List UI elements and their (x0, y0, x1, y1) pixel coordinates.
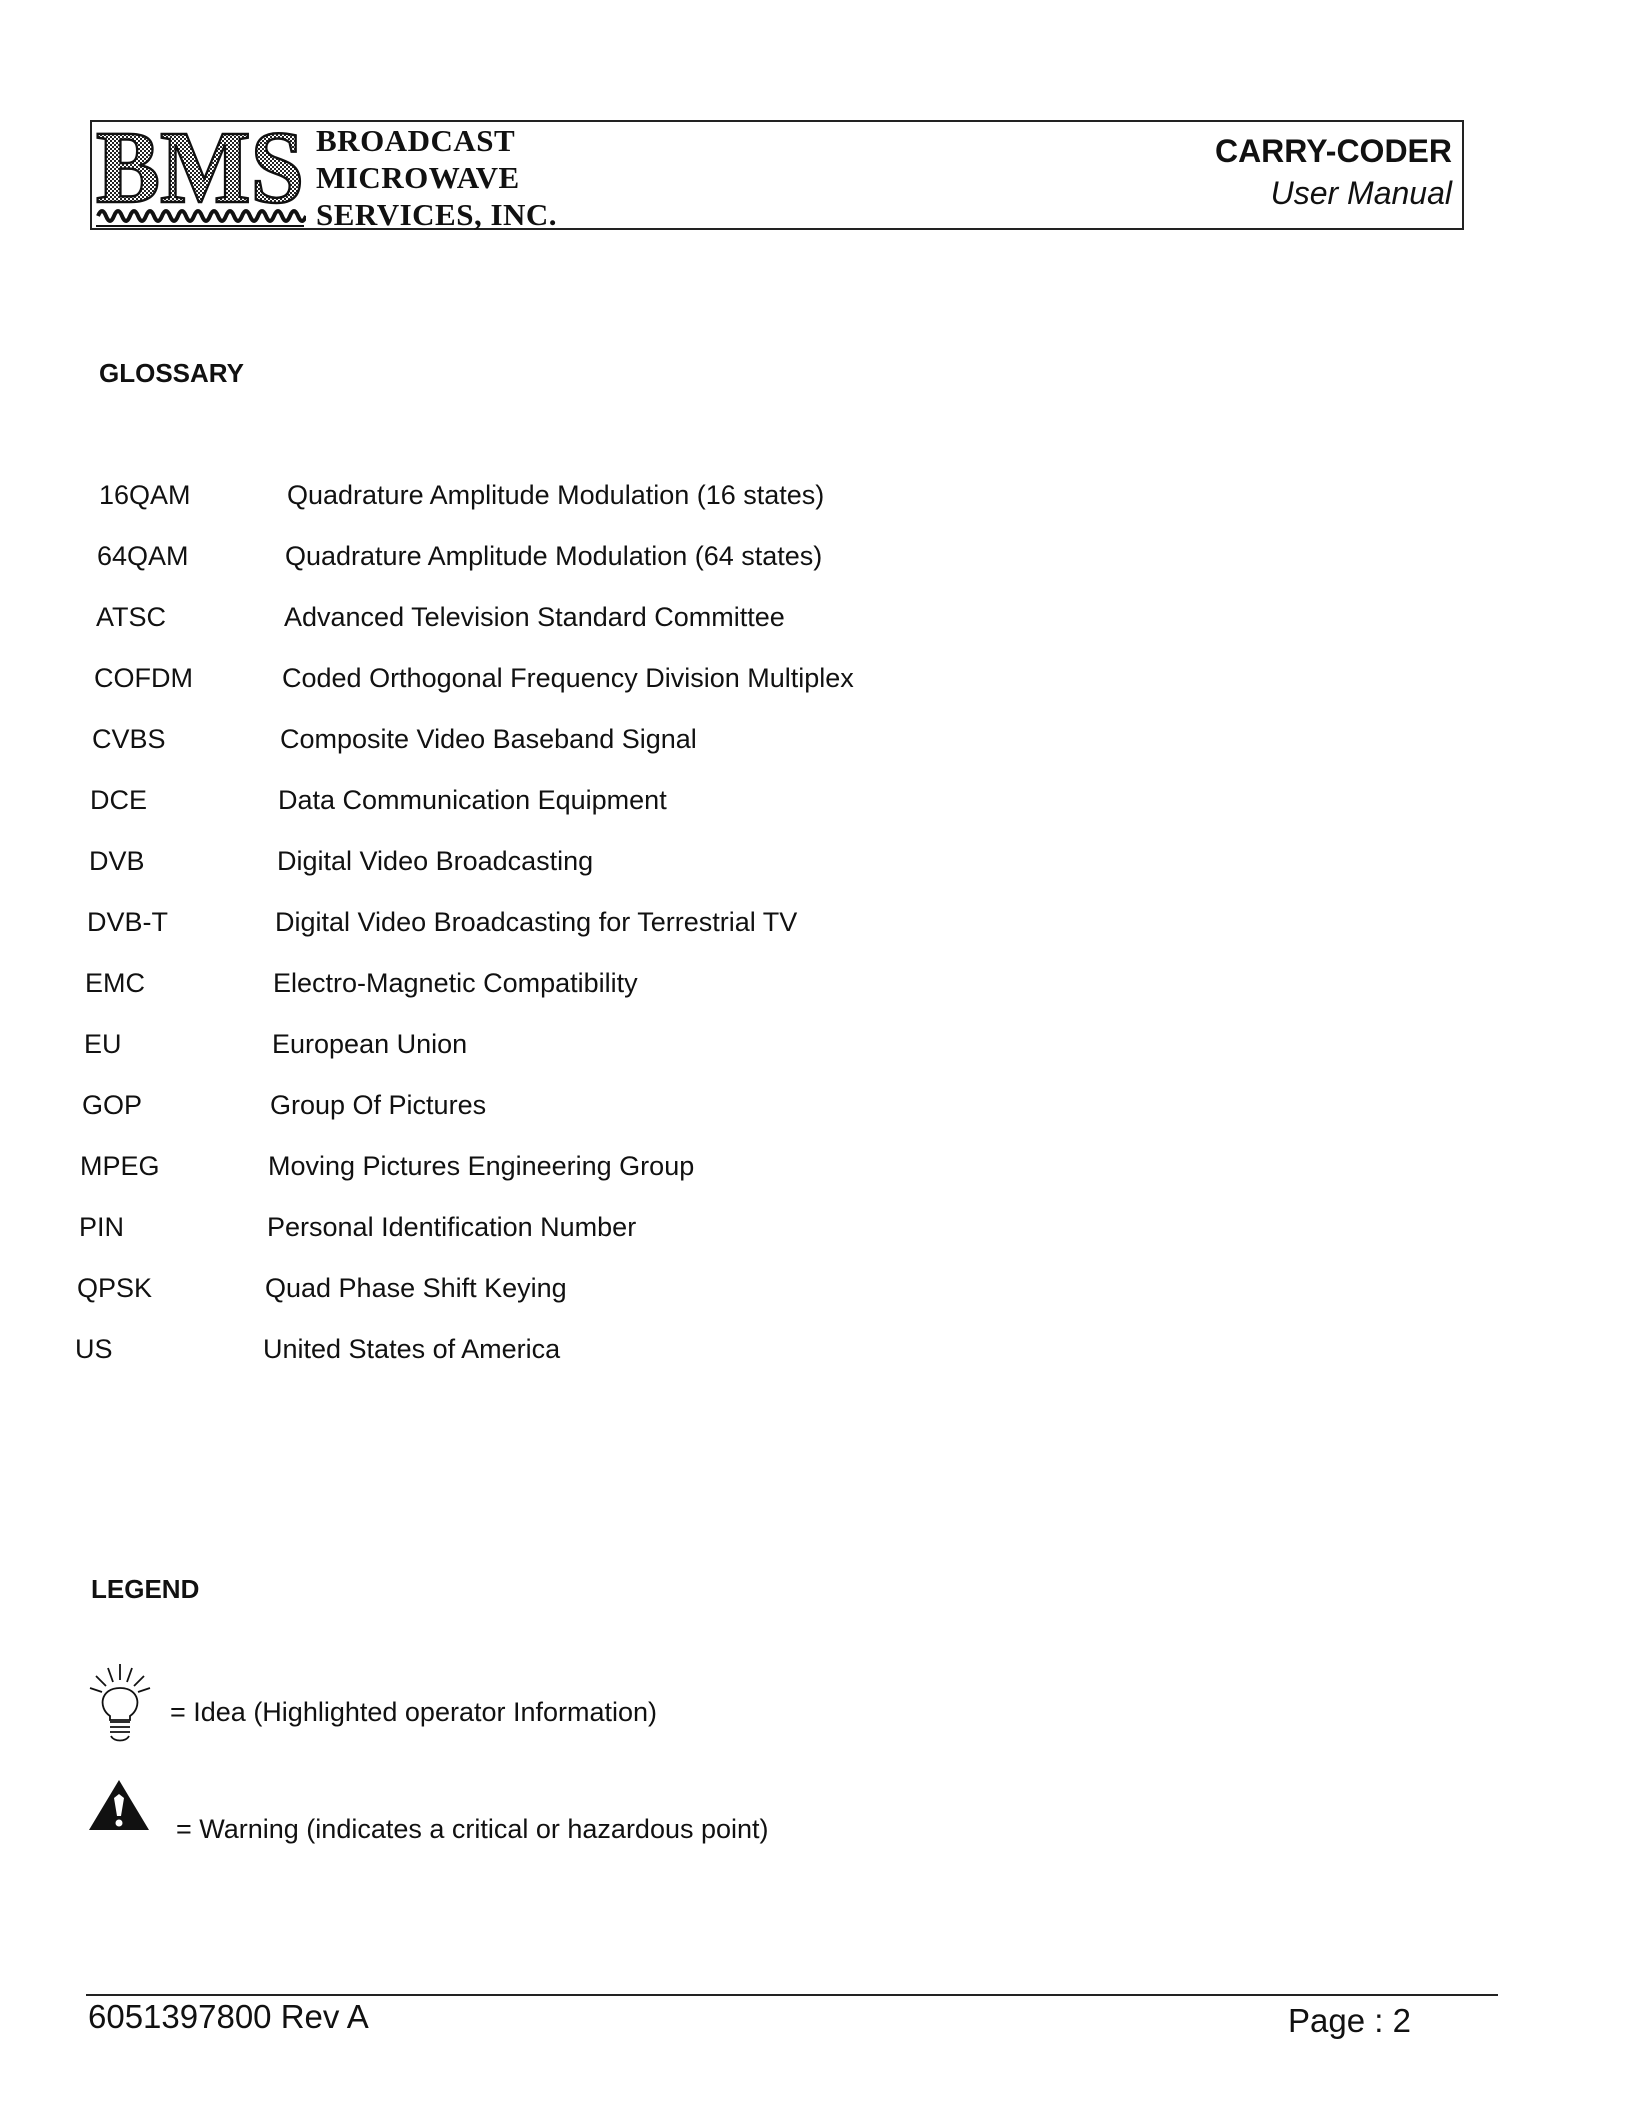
glossary-term: MPEG (80, 1151, 160, 1181)
glossary-definition: Quadrature Amplitude Modulation (64 states) (285, 541, 823, 571)
glossary-term: EU (84, 1029, 122, 1059)
glossary-term: DVB-T (87, 907, 168, 937)
logo-letters-text: BMS (96, 124, 304, 225)
document-number: 6051397800 Rev A (88, 1998, 369, 2035)
glossary-term: COFDM (94, 663, 193, 693)
glossary-term: ATSC (96, 602, 167, 632)
lightbulb-icon (88, 1662, 152, 1748)
glossary-definition: European Union (272, 1029, 468, 1059)
product-name: CARRY-CODER (1214, 133, 1452, 169)
glossary-definition: Composite Video Baseband Signal (280, 724, 697, 754)
glossary-definition: Electro-Magnetic Compatibility (273, 968, 638, 998)
company-name (316, 122, 557, 233)
legend-title: LEGEND (91, 1574, 200, 1604)
glossary-definition: Coded Orthogonal Frequency Division Multiplex (282, 663, 854, 693)
glossary-term: DVB (89, 846, 145, 876)
glossary-definition: Group Of Pictures (270, 1090, 487, 1120)
glossary-term: CVBS (92, 724, 166, 754)
glossary-term: 64QAM (97, 541, 189, 571)
glossary-term: DCE (90, 785, 148, 815)
manual-label: User Manual (1270, 175, 1452, 211)
glossary-term: PIN (79, 1212, 125, 1242)
bms-logo (94, 124, 306, 228)
glossary-definition: Quad Phase Shift Keying (265, 1273, 567, 1303)
legend-warning-text: = Warning (indicates a critical or hazardous point) (176, 1814, 769, 1844)
footer-rule (86, 1994, 1498, 1996)
glossary-definition: Advanced Television Standard Committee (284, 602, 785, 632)
company-line-2: MICROWAVE (316, 160, 520, 195)
glossary-definition: Moving Pictures Engineering Group (268, 1151, 695, 1181)
glossary-term: QPSK (77, 1273, 153, 1303)
glossary-definition: Quadrature Amplitude Modulation (16 states) (287, 480, 825, 510)
warning-triangle-icon (88, 1778, 150, 1832)
company-line-1: BROADCAST (316, 123, 516, 158)
glossary-definition: Personal Identification Number (267, 1212, 637, 1242)
glossary-term: US (75, 1334, 113, 1364)
glossary-definition: Data Communication Equipment (278, 785, 667, 815)
legend-idea-text: = Idea (Highlighted operator Information) (170, 1697, 658, 1727)
glossary-term: EMC (85, 968, 145, 998)
glossary-definition: Digital Video Broadcasting for Terrestrial TV (275, 907, 798, 937)
document-title (1215, 130, 1452, 214)
glossary-definition: Digital Video Broadcasting (277, 846, 594, 876)
glossary-term: GOP (82, 1090, 143, 1120)
company-line-3: SERVICES, INC. (316, 197, 558, 232)
page-number: Page : 2 (1288, 2002, 1411, 2039)
glossary-term: 16QAM (99, 480, 191, 510)
header-box (90, 120, 1464, 230)
glossary-title: GLOSSARY (99, 358, 244, 388)
glossary-definition: United States of America (263, 1334, 561, 1364)
